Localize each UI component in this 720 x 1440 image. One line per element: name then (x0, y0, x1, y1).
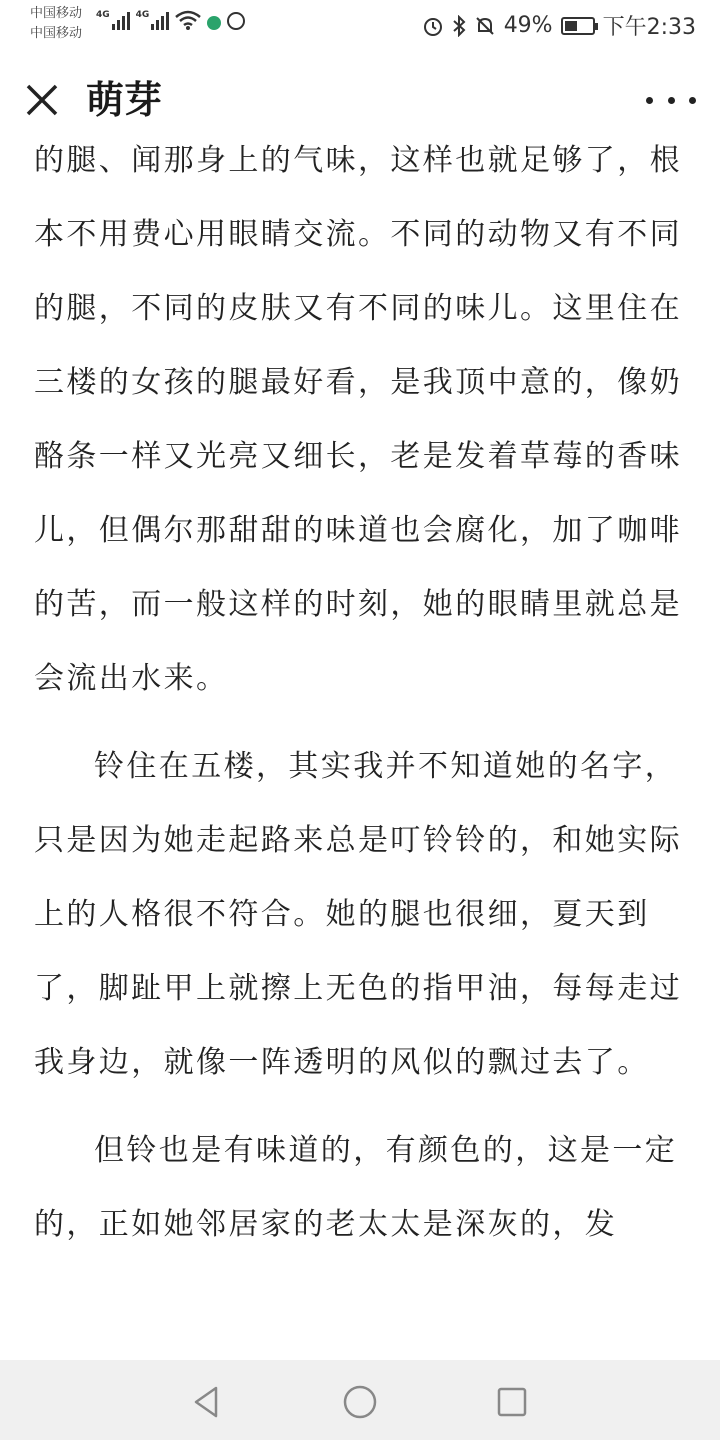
close-icon[interactable] (22, 80, 62, 120)
china-mobile-icon (207, 16, 221, 30)
article-body[interactable] (34, 124, 694, 1360)
bluetooth-icon (452, 15, 466, 37)
network-type-2: 4G (135, 10, 150, 20)
signal-bars-icon-2 (151, 12, 169, 30)
alarm-icon (422, 15, 444, 37)
back-icon[interactable] (186, 1382, 226, 1422)
wifi-icon (175, 10, 201, 30)
status-right (422, 10, 696, 41)
clock: 下午2:33 (602, 15, 696, 40)
article-paragraph: 的腿、闻那身上的气味，这样也就足够了，根本不用费心用眼睛交流。不同的动物又有不同的腿，不同的皮肤又有不同的味儿。这里住在三楼的女孩的腿最好看，是我顶中意的，像奶酪条一样又光亮又细长，老是发着草莓的香味儿，但偶尔那甜甜的味道也会腐化，加了咖啡的苦，而一般这样的时刻，她的眼睛里就总是会流出水来。 (34, 143, 682, 696)
network-icons (96, 10, 245, 30)
system-nav-bar (0, 1360, 720, 1440)
page-title: 萌芽 (86, 78, 163, 122)
hand-stop-icon (227, 12, 245, 30)
signal-bars-icon (112, 12, 130, 30)
home-icon[interactable] (340, 1382, 380, 1422)
network-type-1: 4G (96, 10, 110, 20)
battery-icon (561, 17, 595, 35)
more-options-icon[interactable] (646, 82, 696, 118)
carrier-info (30, 4, 82, 44)
carrier-2: 中国移动 (30, 26, 83, 41)
battery-fill (565, 21, 578, 31)
carrier-1: 中国移动 (30, 6, 83, 21)
article-paragraph: 但铃也是有味道的，有颜色的，这是一定的，正如她邻居家的老太太是深灰的，发 (34, 1133, 678, 1242)
mute-bell-icon (474, 15, 496, 37)
battery-percent: 49% (503, 13, 553, 38)
status-bar (0, 0, 720, 50)
article-paragraph: 铃住在五楼，其实我并不知道她的名字，只是因为她走起路来总是叮铃铃的，和她实际上的人格很不符合。她的腿也很细，夏天到了，脚趾甲上就擦上无色的指甲油，每每走过我身边，就像一阵透明的风似的飘过去了。 (34, 749, 682, 1080)
recent-apps-icon[interactable] (492, 1382, 532, 1422)
